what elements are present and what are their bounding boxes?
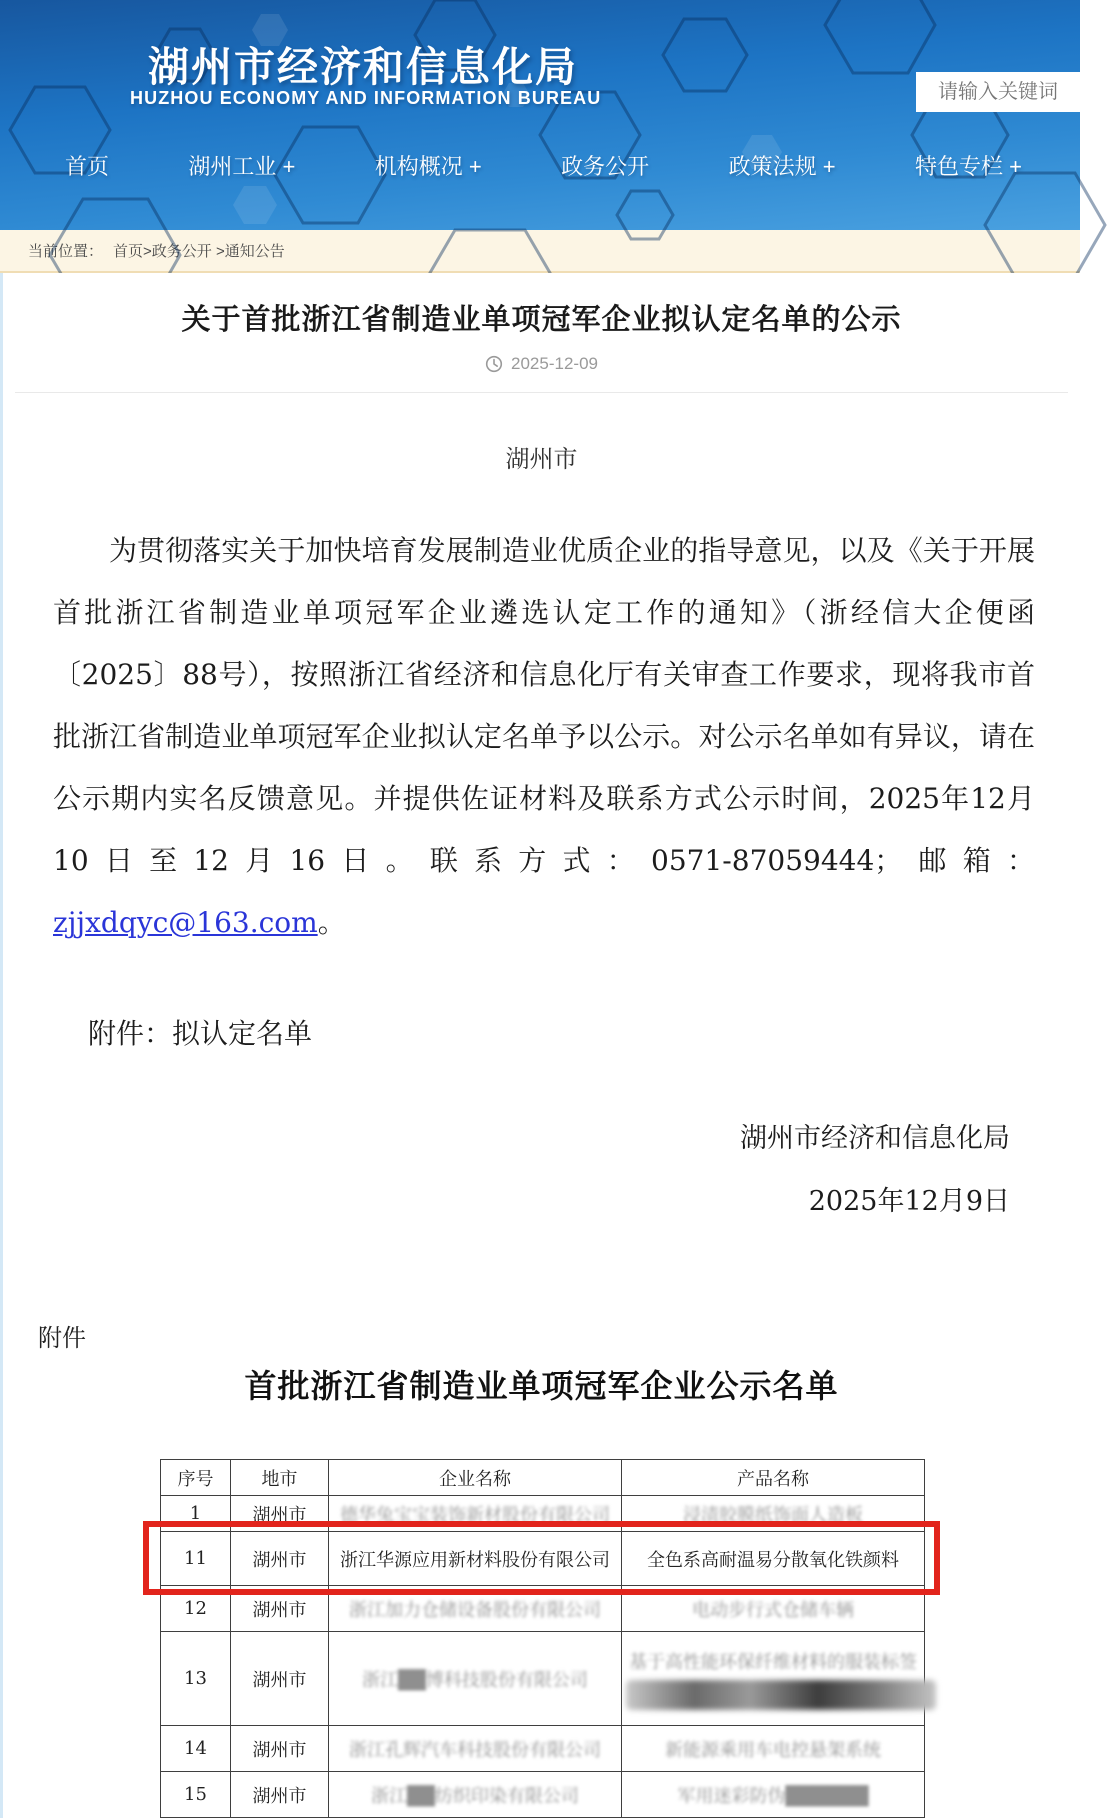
table-row [161,1772,925,1818]
clock-icon [485,355,503,373]
cell-product: 电动步行式仓储车辆 [622,1586,925,1632]
table-row [161,1496,925,1532]
cell-company: 德华兔宝宝装饰新材股份有限公司 [329,1496,622,1532]
cell-company: 浙江██博科技股份有限公司 [329,1632,622,1726]
nav-item-organization[interactable]: 机构概况 + [374,154,482,179]
nav-item-home[interactable]: 首页 [65,154,110,179]
cell-product: 全色系高耐温易分散氧化铁颜料 [622,1532,925,1586]
nav-item-special-columns[interactable]: 特色专栏 + [914,154,1022,179]
page-title: 关于首批浙江省制造业单项冠军企业拟认定名单的公示 [181,304,902,336]
column-header-no: 序号 [161,1460,231,1496]
nav-item-gov-affairs[interactable]: 政务公开 [561,154,650,179]
cell-product: 新能源乘用车电控悬架系统 [622,1726,925,1772]
cell-product: 军用迷彩防伪██████ [622,1772,925,1818]
attachment-table-title: 首批浙江省制造业单项冠军企业公示名单 [244,1367,839,1405]
title-divider [15,392,1068,393]
cell-city: 湖州市 [231,1586,329,1632]
cell-no: 14 [161,1726,231,1772]
sign-date: 2025年12月9日 [808,1186,1010,1217]
cell-no: 1 [161,1496,231,1532]
salutation: 湖州市 [505,445,578,473]
table-row [161,1532,925,1586]
site-title: 湖州市经济和信息化局 [148,44,578,90]
breadcrumb-path[interactable]: 首页>政务公开 >通知公告 [113,243,285,260]
table-header-row [161,1460,925,1496]
search-input[interactable] [916,72,1116,112]
publish-date: 2025-12-09 [511,354,598,373]
attachment-label: 附件 [38,1325,86,1352]
table-row [161,1632,925,1726]
cell-company: 浙江华源应用新材料股份有限公司 [329,1532,622,1586]
nav-item-policies[interactable]: 政策法规 + [728,154,836,179]
cell-city: 湖州市 [231,1632,329,1726]
nav-item-huzhou-industry[interactable]: 湖州工业 + [188,154,296,179]
cell-city: 湖州市 [231,1496,329,1532]
article-content [0,273,1080,1818]
cell-city: 湖州市 [231,1772,329,1818]
body-text: 为贯彻落实关于加快培育发展制造业优质企业的指导意见，以及《关于开展首批浙江省制造业单项冠军企业遴选认定工作的通知》（浙经信大企便函〔2025〕88号），按照浙江省经济和信息化厅有关审查工作要求，现将我市首批浙江省制造业单项冠军企业拟认定名单予以公示。对公示名单如有异议，请在公示期内实名反馈意见。并提供佐证材料及联系方式公示时间，2025年12月10日至12月16日。联系方式：0571-87059444；邮箱： [53,534,1035,877]
cell-company: 浙江孔辉汽车科技股份有限公司 [329,1726,622,1772]
column-header-company: 企业名称 [329,1460,622,1496]
column-header-product: 产品名称 [622,1460,925,1496]
table-row [161,1586,925,1632]
company-table [160,1459,925,1818]
breadcrumb-label: 当前位置： [28,243,104,260]
cell-city: 湖州市 [231,1532,329,1586]
publish-date-row [3,354,1080,374]
smudged-text-blob [626,1680,936,1710]
company-table-body [161,1496,925,1818]
cell-no: 11 [161,1532,231,1586]
main-nav [0,150,1080,181]
cell-company: 浙江██纺织印染有限公司 [329,1772,622,1818]
cell-no: 12 [161,1586,231,1632]
breadcrumb [0,230,1080,273]
cell-product: 浸渍胶膜纸饰面人造板 [622,1496,925,1532]
body-text-end: 。 [317,906,346,939]
attachment-table-wrap [160,1459,924,1818]
table-row [161,1726,925,1772]
site-header [0,0,1080,230]
attachment-note: 附件：拟认定名单 [88,1017,313,1050]
email-link[interactable]: zjjxdqyc@163.com [53,906,318,939]
body-paragraph [53,520,1035,954]
site-subtitle: HUZHOU ECONOMY AND INFORMATION BUREAU [130,88,602,108]
cell-product: 基于高性能环保纤维材料的服装标签 [622,1632,925,1726]
cell-company: 浙江加力仓储设备股份有限公司 [329,1586,622,1632]
column-header-city: 地市 [231,1460,329,1496]
cell-no: 15 [161,1772,231,1818]
cell-city: 湖州市 [231,1726,329,1772]
signer: 湖州市经济和信息化局 [740,1123,1010,1154]
cell-no: 13 [161,1632,231,1726]
